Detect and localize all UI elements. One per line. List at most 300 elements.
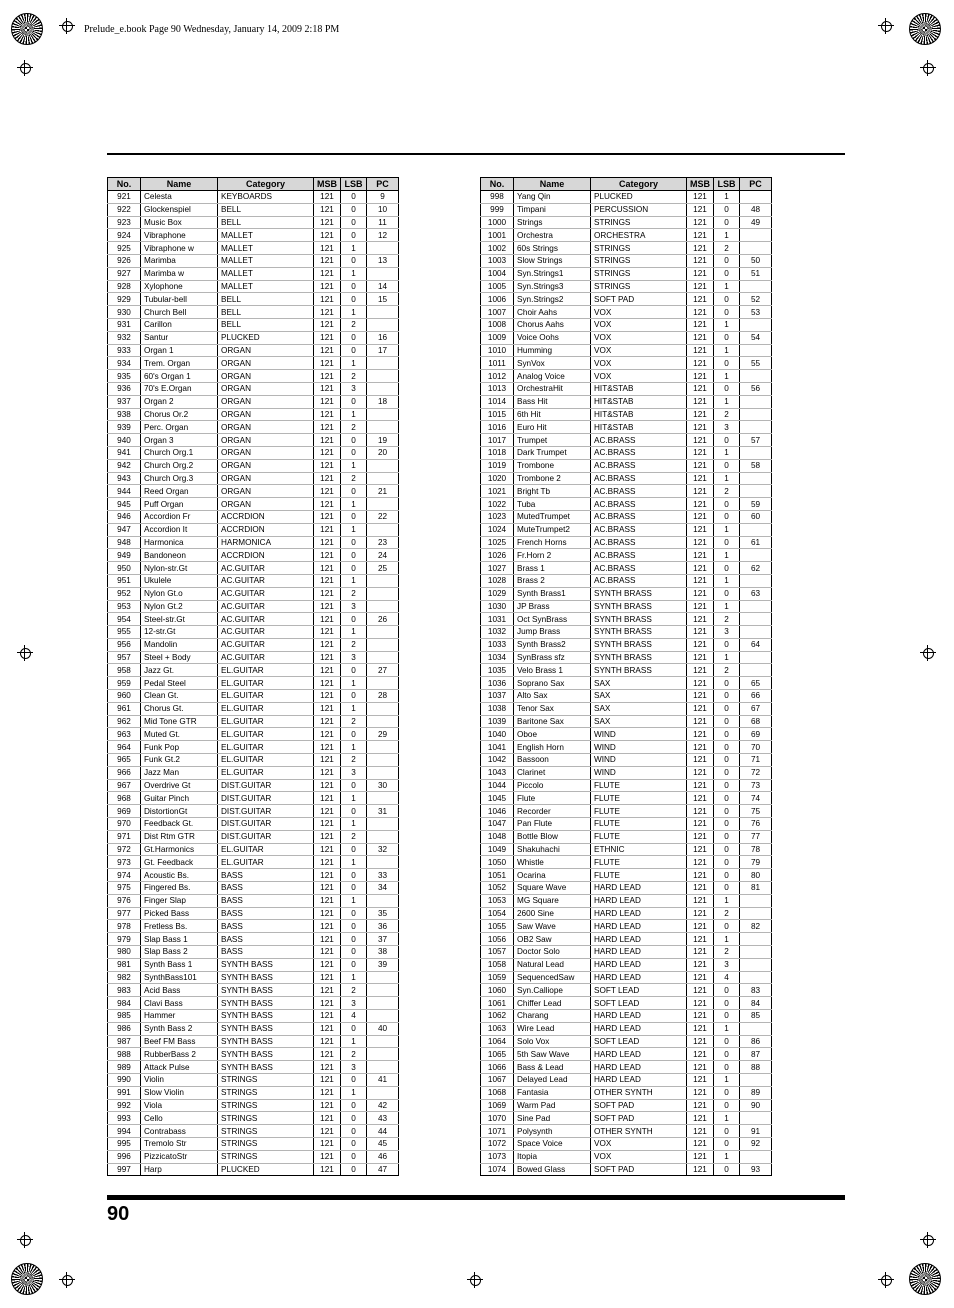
name-cell: Ukulele [141, 574, 218, 587]
lsb-cell: 0 [341, 1150, 367, 1163]
pc-cell: 66 [740, 690, 772, 703]
number-cell: 977 [108, 907, 141, 920]
table-row [481, 1125, 772, 1138]
number-cell: 1055 [481, 920, 514, 933]
number-cell: 1049 [481, 843, 514, 856]
crosshair-mark [920, 1232, 936, 1248]
lsb-cell: 0 [714, 587, 740, 600]
table-row [108, 869, 399, 882]
number-cell: 1035 [481, 664, 514, 677]
name-cell: Chiffer Lead [514, 997, 591, 1010]
lsb-cell: 1 [341, 818, 367, 831]
category-cell: SYNTH BASS [218, 984, 314, 997]
pc-cell: 77 [740, 830, 772, 843]
number-cell: 1052 [481, 882, 514, 895]
table-row [108, 805, 399, 818]
lsb-cell: 1 [714, 600, 740, 613]
msb-cell: 121 [687, 587, 714, 600]
msb-cell: 121 [687, 549, 714, 562]
number-cell: 922 [108, 203, 141, 216]
name-cell: Slow Strings [514, 254, 591, 267]
number-cell: 1051 [481, 869, 514, 882]
table-row [481, 613, 772, 626]
msb-cell: 121 [314, 421, 341, 434]
pc-cell: 20 [367, 446, 399, 459]
name-cell: Acoustic Bs. [141, 869, 218, 882]
name-cell: Accordion Fr [141, 510, 218, 523]
name-cell: PizzicatoStr [141, 1150, 218, 1163]
number-cell: 1043 [481, 766, 514, 779]
name-cell: Beef FM Bass [141, 1035, 218, 1048]
number-cell: 959 [108, 677, 141, 690]
table-row [108, 933, 399, 946]
name-cell: Organ 2 [141, 395, 218, 408]
pc-cell: 17 [367, 344, 399, 357]
category-cell: VOX [591, 370, 687, 383]
name-cell: Church Org.2 [141, 459, 218, 472]
page-number: 90 [107, 1203, 130, 1225]
pc-cell [367, 830, 399, 843]
lsb-cell: 0 [714, 434, 740, 447]
pc-cell: 85 [740, 1010, 772, 1023]
pc-cell [367, 1010, 399, 1023]
number-cell: 1012 [481, 370, 514, 383]
column-header-number: No. [481, 178, 514, 191]
lsb-cell: 2 [341, 318, 367, 331]
msb-cell: 121 [687, 677, 714, 690]
table-row [481, 690, 772, 703]
number-cell: 998 [481, 191, 514, 204]
name-cell: Xylophone [141, 280, 218, 293]
table-row [481, 485, 772, 498]
category-cell: EL.GUITAR [218, 664, 314, 677]
number-cell: 1000 [481, 216, 514, 229]
lsb-cell: 1 [714, 229, 740, 242]
name-cell: 70's E.Organ [141, 382, 218, 395]
category-cell: BELL [218, 216, 314, 229]
msb-cell: 121 [314, 600, 341, 613]
lsb-cell: 2 [714, 485, 740, 498]
lsb-cell: 0 [341, 946, 367, 959]
msb-cell: 121 [687, 562, 714, 575]
pc-cell [367, 587, 399, 600]
pc-cell [740, 549, 772, 562]
number-cell: 962 [108, 715, 141, 728]
number-cell: 1031 [481, 613, 514, 626]
msb-cell: 121 [687, 984, 714, 997]
table-row [481, 677, 772, 690]
name-cell: Synth Brass2 [514, 638, 591, 651]
msb-cell: 121 [314, 792, 341, 805]
number-cell: 1068 [481, 1086, 514, 1099]
category-cell: STRINGS [218, 1112, 314, 1125]
category-cell: HARD LEAD [591, 894, 687, 907]
pc-cell: 70 [740, 741, 772, 754]
pc-cell: 22 [367, 510, 399, 523]
pc-cell [367, 370, 399, 383]
table-row [481, 946, 772, 959]
lsb-cell: 0 [341, 728, 367, 741]
msb-cell: 121 [314, 382, 341, 395]
lsb-cell: 0 [714, 306, 740, 319]
number-cell: 1025 [481, 536, 514, 549]
msb-cell: 121 [687, 920, 714, 933]
pc-cell: 46 [367, 1150, 399, 1163]
name-cell: Clean Gt. [141, 690, 218, 703]
lsb-cell: 1 [341, 574, 367, 587]
lsb-cell: 2 [341, 830, 367, 843]
pc-cell [367, 1086, 399, 1099]
table-row [108, 191, 399, 204]
number-cell: 955 [108, 626, 141, 639]
msb-cell: 121 [687, 357, 714, 370]
table-header-row [108, 178, 399, 191]
pc-cell [367, 818, 399, 831]
table-row [481, 229, 772, 242]
lsb-cell: 1 [714, 894, 740, 907]
table-header-row [481, 178, 772, 191]
category-cell: VOX [591, 357, 687, 370]
number-cell: 995 [108, 1137, 141, 1150]
number-cell: 969 [108, 805, 141, 818]
msb-cell: 121 [687, 1022, 714, 1035]
msb-cell: 121 [314, 357, 341, 370]
table-row [481, 536, 772, 549]
table-row [108, 446, 399, 459]
number-cell: 934 [108, 357, 141, 370]
name-cell: Glockenspiel [141, 203, 218, 216]
lsb-cell: 1 [341, 459, 367, 472]
lsb-cell: 1 [714, 523, 740, 536]
pc-cell: 87 [740, 1048, 772, 1061]
table-row [108, 229, 399, 242]
category-cell: FLUTE [591, 830, 687, 843]
category-cell: OTHER SYNTH [591, 1125, 687, 1138]
msb-cell: 121 [314, 472, 341, 485]
pc-cell [740, 651, 772, 664]
lsb-cell: 0 [341, 191, 367, 204]
pc-cell [367, 382, 399, 395]
table-row [108, 613, 399, 626]
lsb-cell: 0 [341, 536, 367, 549]
table-row [108, 408, 399, 421]
number-cell: 980 [108, 946, 141, 959]
name-cell: Funk Pop [141, 741, 218, 754]
category-cell: BASS [218, 869, 314, 882]
number-cell: 950 [108, 562, 141, 575]
lsb-cell: 1 [714, 395, 740, 408]
table-row [108, 766, 399, 779]
category-cell: ACCRDION [218, 523, 314, 536]
name-cell: Ocarina [514, 869, 591, 882]
lsb-cell: 1 [341, 1086, 367, 1099]
number-cell: 1061 [481, 997, 514, 1010]
pc-cell: 52 [740, 293, 772, 306]
category-cell: AC.GUITAR [218, 562, 314, 575]
table-row [481, 382, 772, 395]
name-cell: Velo Brass 1 [514, 664, 591, 677]
table-row [108, 1150, 399, 1163]
pc-cell [367, 894, 399, 907]
number-cell: 1013 [481, 382, 514, 395]
pc-cell: 88 [740, 1061, 772, 1074]
pc-cell: 82 [740, 920, 772, 933]
table-row [108, 216, 399, 229]
column-header-lsb: LSB [341, 178, 367, 191]
column-header-lsb: LSB [714, 178, 740, 191]
msb-cell: 121 [314, 920, 341, 933]
number-cell: 939 [108, 421, 141, 434]
table-row [108, 1137, 399, 1150]
pc-cell: 11 [367, 216, 399, 229]
category-cell: SOFT LEAD [591, 997, 687, 1010]
category-cell: HIT&STAB [591, 395, 687, 408]
pc-cell [367, 357, 399, 370]
table-row [481, 293, 772, 306]
pc-cell: 27 [367, 664, 399, 677]
number-cell: 967 [108, 779, 141, 792]
lsb-cell: 0 [341, 1137, 367, 1150]
table-row [481, 843, 772, 856]
pc-cell [367, 472, 399, 485]
lsb-cell: 0 [714, 357, 740, 370]
lsb-cell: 1 [714, 651, 740, 664]
category-cell: EL.GUITAR [218, 690, 314, 703]
lsb-cell: 0 [714, 997, 740, 1010]
name-cell: Clarinet [514, 766, 591, 779]
name-cell: Solo Vox [514, 1035, 591, 1048]
category-cell: PLUCKED [591, 191, 687, 204]
name-cell: Soprano Sax [514, 677, 591, 690]
category-cell: AC.GUITAR [218, 600, 314, 613]
table-row [481, 434, 772, 447]
lsb-cell: 0 [341, 613, 367, 626]
lsb-cell: 0 [341, 882, 367, 895]
number-cell: 975 [108, 882, 141, 895]
number-cell: 953 [108, 600, 141, 613]
lsb-cell: 0 [714, 1125, 740, 1138]
pc-cell: 37 [367, 933, 399, 946]
number-cell: 1016 [481, 421, 514, 434]
name-cell: Doctor Solo [514, 946, 591, 959]
category-cell: PLUCKED [218, 331, 314, 344]
lsb-cell: 3 [341, 997, 367, 1010]
category-cell: WIND [591, 766, 687, 779]
name-cell: Carillon [141, 318, 218, 331]
lsb-cell: 1 [341, 267, 367, 280]
pc-cell [367, 702, 399, 715]
number-cell: 924 [108, 229, 141, 242]
pc-cell: 16 [367, 331, 399, 344]
lsb-cell: 2 [714, 946, 740, 959]
category-cell: FLUTE [591, 818, 687, 831]
category-cell: AC.GUITAR [218, 574, 314, 587]
category-cell: FLUTE [591, 869, 687, 882]
lsb-cell: 3 [714, 626, 740, 639]
number-cell: 1008 [481, 318, 514, 331]
number-cell: 966 [108, 766, 141, 779]
number-cell: 948 [108, 536, 141, 549]
name-cell: Contrabass [141, 1125, 218, 1138]
column-header-msb: MSB [314, 178, 341, 191]
lsb-cell: 1 [341, 971, 367, 984]
lsb-cell: 0 [714, 856, 740, 869]
table-row [481, 472, 772, 485]
pc-cell [367, 626, 399, 639]
number-cell: 1029 [481, 587, 514, 600]
table-row [481, 280, 772, 293]
name-cell: Humming [514, 344, 591, 357]
lsb-cell: 3 [714, 421, 740, 434]
msb-cell: 121 [314, 766, 341, 779]
number-cell: 923 [108, 216, 141, 229]
table-row [108, 1022, 399, 1035]
lsb-cell: 0 [714, 254, 740, 267]
number-cell: 1002 [481, 242, 514, 255]
name-cell: Space Voice [514, 1137, 591, 1150]
lsb-cell: 0 [714, 843, 740, 856]
name-cell: Baritone Sax [514, 715, 591, 728]
msb-cell: 121 [687, 856, 714, 869]
number-cell: 1001 [481, 229, 514, 242]
name-cell: Mid Tone GTR [141, 715, 218, 728]
category-cell: DIST.GUITAR [218, 830, 314, 843]
table-row [481, 830, 772, 843]
category-cell: PERCUSSION [591, 203, 687, 216]
table-row [108, 1010, 399, 1023]
name-cell: Syn.Strings3 [514, 280, 591, 293]
number-cell: 932 [108, 331, 141, 344]
table-row [108, 1048, 399, 1061]
table-row [481, 626, 772, 639]
msb-cell: 121 [687, 472, 714, 485]
category-cell: DIST.GUITAR [218, 805, 314, 818]
lsb-cell: 1 [714, 1112, 740, 1125]
name-cell: 2600 Sine [514, 907, 591, 920]
category-cell: AC.GUITAR [218, 651, 314, 664]
pc-cell: 49 [740, 216, 772, 229]
pc-cell: 18 [367, 395, 399, 408]
table-row [481, 715, 772, 728]
pc-cell [367, 792, 399, 805]
pc-cell: 44 [367, 1125, 399, 1138]
pc-cell [367, 459, 399, 472]
name-cell: Church Org.1 [141, 446, 218, 459]
number-cell: 1054 [481, 907, 514, 920]
category-cell: PLUCKED [218, 1163, 314, 1176]
lsb-cell: 0 [714, 754, 740, 767]
category-cell: STRINGS [218, 1073, 314, 1086]
table-row [108, 1086, 399, 1099]
category-cell: SYNTH BASS [218, 1048, 314, 1061]
name-cell: Church Org.3 [141, 472, 218, 485]
table-row [481, 997, 772, 1010]
tone-table-right [480, 177, 772, 1176]
category-cell: BASS [218, 933, 314, 946]
pc-cell [740, 933, 772, 946]
pc-cell [740, 907, 772, 920]
name-cell: RubberBass 2 [141, 1048, 218, 1061]
category-cell: HARD LEAD [591, 907, 687, 920]
name-cell: OrchestraHit [514, 382, 591, 395]
number-cell: 1060 [481, 984, 514, 997]
table-row [108, 741, 399, 754]
table-row [108, 280, 399, 293]
msb-cell: 121 [687, 229, 714, 242]
name-cell: Finger Slap [141, 894, 218, 907]
name-cell: Mandolin [141, 638, 218, 651]
name-cell: Bottle Blow [514, 830, 591, 843]
pc-cell: 78 [740, 843, 772, 856]
table-row [481, 818, 772, 831]
msb-cell: 121 [314, 677, 341, 690]
registration-sun-top-right [909, 13, 941, 45]
table-row [481, 191, 772, 204]
name-cell: Polysynth [514, 1125, 591, 1138]
number-cell: 968 [108, 792, 141, 805]
category-cell: SOFT PAD [591, 1099, 687, 1112]
name-cell: Puff Organ [141, 498, 218, 511]
crosshair-mark [920, 60, 936, 76]
pc-cell: 91 [740, 1125, 772, 1138]
name-cell: French Horns [514, 536, 591, 549]
msb-cell: 121 [314, 267, 341, 280]
pc-cell: 68 [740, 715, 772, 728]
name-cell: Funk Gt.2 [141, 754, 218, 767]
msb-cell: 121 [687, 370, 714, 383]
msb-cell: 121 [687, 536, 714, 549]
table-row [108, 600, 399, 613]
name-cell: Acid Bass [141, 984, 218, 997]
table-row [108, 267, 399, 280]
table-row [108, 523, 399, 536]
msb-cell: 121 [687, 1099, 714, 1112]
table-row [481, 357, 772, 370]
category-cell: HARD LEAD [591, 1061, 687, 1074]
category-cell: HARD LEAD [591, 958, 687, 971]
number-cell: 974 [108, 869, 141, 882]
msb-cell: 121 [687, 933, 714, 946]
name-cell: Syn.Strings1 [514, 267, 591, 280]
category-cell: AC.BRASS [591, 498, 687, 511]
table-row [481, 549, 772, 562]
category-cell: DIST.GUITAR [218, 779, 314, 792]
table-row [481, 779, 772, 792]
number-cell: 979 [108, 933, 141, 946]
table-row [108, 792, 399, 805]
lsb-cell: 0 [714, 779, 740, 792]
msb-cell: 121 [687, 446, 714, 459]
pc-cell: 65 [740, 677, 772, 690]
pc-cell [367, 856, 399, 869]
name-cell: Voice Oohs [514, 331, 591, 344]
name-cell: SynthBass101 [141, 971, 218, 984]
msb-cell: 121 [314, 741, 341, 754]
table-row [108, 587, 399, 600]
table-row [481, 421, 772, 434]
lsb-cell: 0 [341, 280, 367, 293]
name-cell: Nylon Gt.2 [141, 600, 218, 613]
msb-cell: 121 [314, 690, 341, 703]
name-cell: Orchestra [514, 229, 591, 242]
table-row [481, 254, 772, 267]
pc-cell: 36 [367, 920, 399, 933]
table-row [108, 549, 399, 562]
lsb-cell: 0 [341, 485, 367, 498]
table-row [108, 1125, 399, 1138]
name-cell: Marimba w [141, 267, 218, 280]
table-row [108, 946, 399, 959]
